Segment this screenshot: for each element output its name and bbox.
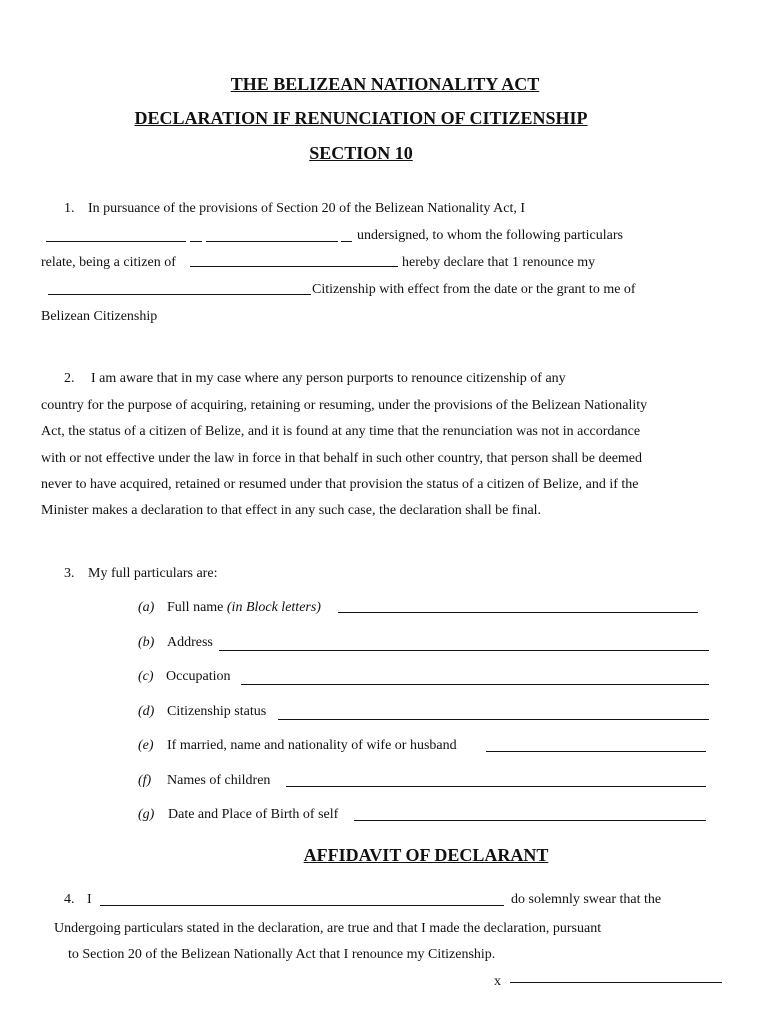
item-b-label: Address (167, 635, 213, 650)
section3-intro: My full particulars are: (88, 566, 218, 581)
section2-line1: I am aware that in my case where any person purports to renounce citizenship of any (91, 371, 566, 386)
affidavit-line1-post: do solemnly swear that the (511, 892, 662, 907)
full-name-field[interactable] (338, 612, 698, 613)
section1-name-field-c[interactable] (206, 241, 338, 242)
citizenship-status-field[interactable] (278, 719, 709, 720)
declarant-name-field[interactable] (100, 905, 504, 906)
section1-line3-pre: relate, being a citizen of (41, 255, 176, 270)
section1-number: 1. (64, 201, 75, 216)
affidavit-line1-pre: I (87, 892, 92, 907)
section2-number: 2. (64, 371, 75, 386)
section2-line3: Act, the status of a citizen of Belize, and it is found at any time that the renunciation was not in accordance (41, 424, 641, 439)
address-field[interactable] (219, 650, 709, 651)
item-a-note: (in Block letters) (226, 600, 321, 615)
birth-field[interactable] (354, 820, 706, 821)
section3-number: 3. (64, 566, 75, 581)
section1-line3-post: hereby declare that 1 renounce my (402, 255, 596, 270)
item-f-label: Names of children (167, 773, 271, 788)
section1-country-field[interactable] (190, 266, 398, 267)
title-act: THE BELIZEAN NATIONALITY ACT (230, 74, 540, 94)
section2-line6: Minister makes a declaration to that effect in any such case, the declaration shall be final. (41, 503, 542, 518)
section1-name-field-d[interactable] (341, 241, 352, 242)
section2-line5: never to have acquired, retained or resumed under that provision the status of a citizen of Belize, and if the (41, 477, 639, 492)
affidavit-line2: Undergoing particulars stated in the declaration, are true and that I made the declaration, pursuant (54, 921, 602, 936)
section1-line5: Belizean Citizenship (41, 309, 158, 324)
item-g-label: Date and Place of Birth of self (168, 807, 339, 822)
section1-name-field-b[interactable] (190, 241, 202, 242)
item-f-letter: (f) (138, 773, 152, 788)
title-declaration: DECLARATION IF RENUNCIATION OF CITIZENSHIP (134, 108, 588, 128)
item-b-letter: (b) (138, 635, 155, 650)
item-a-label (167, 600, 321, 616)
item-d-label: Citizenship status (167, 704, 267, 719)
section2-line2: country for the purpose of acquiring, retaining or resuming, under the provisions of the Belizean Nationality (41, 398, 648, 413)
section1-citizenship-field[interactable] (48, 294, 311, 295)
item-e-letter: (e) (138, 738, 154, 753)
signature-mark: x (494, 974, 501, 989)
section1-name-field-a[interactable] (46, 241, 186, 242)
occupation-field[interactable] (241, 684, 709, 685)
item-e-label: If married, name and nationality of wife or husband (167, 738, 457, 753)
item-g-letter: (g) (138, 807, 155, 822)
section1-line2: undersigned, to whom the following particulars (357, 228, 623, 243)
affidavit-line3: to Section 20 of the Belizean Nationally Act that I renounce my Citizenship. (68, 947, 496, 962)
item-c-label: Occupation (166, 669, 231, 684)
item-d-letter: (d) (138, 704, 155, 719)
title-section: SECTION 10 (309, 143, 413, 163)
affidavit-title: AFFIDAVIT OF DECLARANT (303, 845, 549, 865)
spouse-field[interactable] (486, 751, 706, 752)
item-a-letter: (a) (138, 600, 155, 615)
children-field[interactable] (286, 786, 706, 787)
section1-line1: In pursuance of the provisions of Section 20 of the Belizean Nationality Act, I (88, 201, 526, 216)
affidavit-number: 4. (64, 892, 75, 907)
item-a-label-text: Full name (167, 600, 224, 615)
item-c-letter: (c) (138, 669, 154, 684)
section2-line4: with or not effective under the law in force in that behalf in such other country, that person shall be deemed (41, 451, 643, 466)
signature-field[interactable] (510, 982, 722, 983)
section1-line4: Citizenship with effect from the date or the grant to me of (312, 282, 636, 297)
